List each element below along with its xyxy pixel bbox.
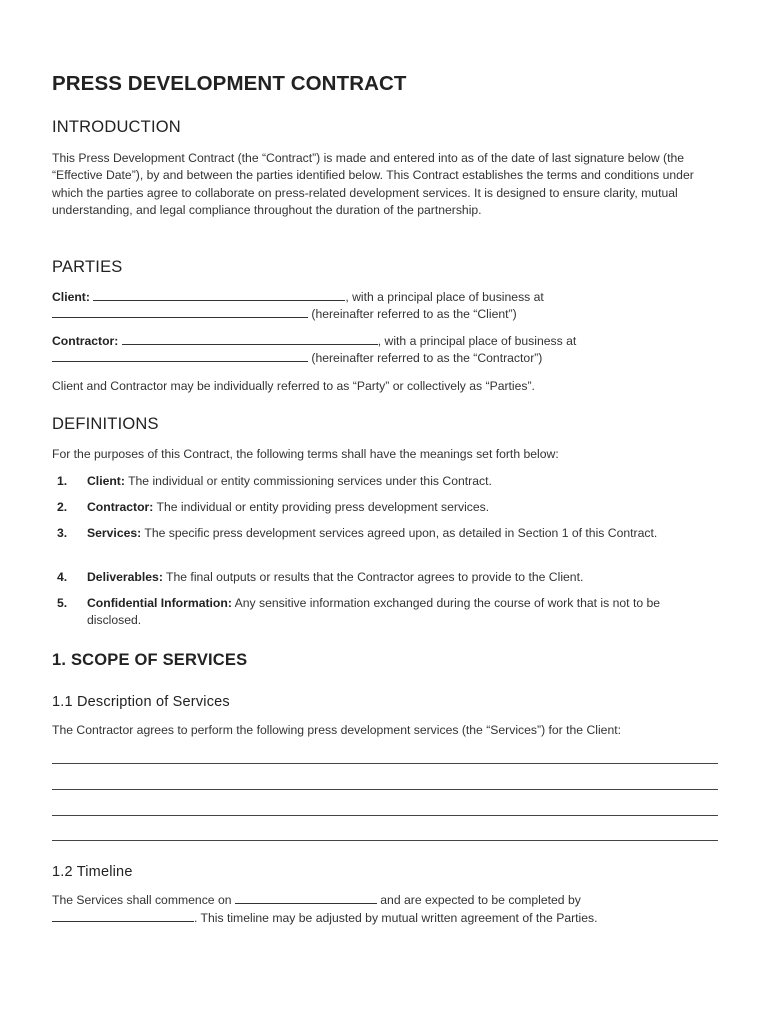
contractor-line-2-suffix: (hereinafter referred to as the “Contractor”) xyxy=(308,351,543,365)
definition-term: Services: xyxy=(87,526,142,540)
services-blank-line[interactable] xyxy=(52,815,718,816)
definition-number: 2. xyxy=(57,500,68,514)
start-date-field[interactable] xyxy=(235,892,377,904)
timeline-line-1 xyxy=(52,892,581,909)
definition-item xyxy=(52,569,720,586)
client-name-field[interactable] xyxy=(93,289,345,301)
definition-term: Client: xyxy=(87,474,125,488)
definition-item xyxy=(52,595,720,630)
introduction-text: This Press Development Contract (the “Contract”) is made and entered into as of the date of last signature below (the “Effective Date”), by and between the parties identified below. This Contract establishes the terms and conditions under which the parties agree to collaborate on press-related development services. It is designed to ensure clarity, mutual understanding, and legal compliance throughout the duration of the partnership. xyxy=(52,151,694,218)
services-blank-line[interactable] xyxy=(52,763,718,764)
definition-term: Contractor: xyxy=(87,500,154,514)
definition-item xyxy=(52,499,720,516)
client-label: Client: xyxy=(52,290,90,304)
definition-text: The final outputs or results that the Contractor agrees to provide to the Client. xyxy=(162,570,584,584)
definition-text: The specific press development services agreed upon, as detailed in Section 1 of this Contract. xyxy=(141,526,658,540)
description-text: The Contractor agrees to perform the following press development services (the “Services”) for the Client: xyxy=(52,723,621,737)
client-address-field[interactable] xyxy=(52,306,308,318)
parties-note: Client and Contractor may be individually referred to as “Party” or collectively as “Parties”. xyxy=(52,379,535,393)
definition-item xyxy=(52,473,720,490)
contractor-label: Contractor: xyxy=(52,334,119,348)
client-line-2 xyxy=(52,306,517,323)
definition-number: 1. xyxy=(57,474,68,488)
definition-item xyxy=(52,525,720,542)
introduction-heading: INTRODUCTION xyxy=(52,118,181,136)
definitions-heading: DEFINITIONS xyxy=(52,415,159,433)
definition-text: The individual or entity providing press development services. xyxy=(153,500,490,514)
parties-heading: PARTIES xyxy=(52,258,123,276)
end-date-field[interactable] xyxy=(52,910,194,922)
timeline-heading: 1.2 Timeline xyxy=(52,864,133,880)
description-heading: 1.1 Description of Services xyxy=(52,694,230,710)
timeline-line-2-suffix: . This timeline may be adjusted by mutual written agreement of the Parties. xyxy=(194,911,598,925)
client-line-2-suffix: (hereinafter referred to as the “Client”) xyxy=(308,307,517,321)
timeline-line-2 xyxy=(52,910,598,927)
contractor-address-field[interactable] xyxy=(52,350,308,362)
scope-heading: 1. SCOPE OF SERVICES xyxy=(52,651,248,669)
definitions-intro: For the purposes of this Contract, the following terms shall have the meanings set forth below: xyxy=(52,447,559,461)
services-blank-line[interactable] xyxy=(52,789,718,790)
client-line-1 xyxy=(52,289,544,306)
contractor-name-field[interactable] xyxy=(122,333,378,345)
definition-term: Deliverables: xyxy=(87,570,163,584)
services-blank-line[interactable] xyxy=(52,840,718,841)
document-title: PRESS DEVELOPMENT CONTRACT xyxy=(52,72,407,95)
contractor-line-2 xyxy=(52,350,542,367)
definition-number: 5. xyxy=(57,596,68,610)
definition-text: Any sensitive information exchanged during the course of work that is not to be disclosed. xyxy=(87,596,661,628)
contractor-line-1-suffix: , with a principal place of business at xyxy=(377,334,577,348)
timeline-prefix: The Services shall commence on xyxy=(52,893,235,907)
definition-number: 4. xyxy=(57,570,68,584)
client-line-1-suffix: , with a principal place of business at xyxy=(345,290,544,304)
definition-text: The individual or entity commissioning services under this Contract. xyxy=(124,474,492,488)
timeline-line-1-suffix: and are expected to be completed by xyxy=(376,893,581,907)
contractor-line-1 xyxy=(52,333,576,350)
definition-number: 3. xyxy=(57,526,68,540)
definition-term: Confidential Information: xyxy=(87,596,232,610)
